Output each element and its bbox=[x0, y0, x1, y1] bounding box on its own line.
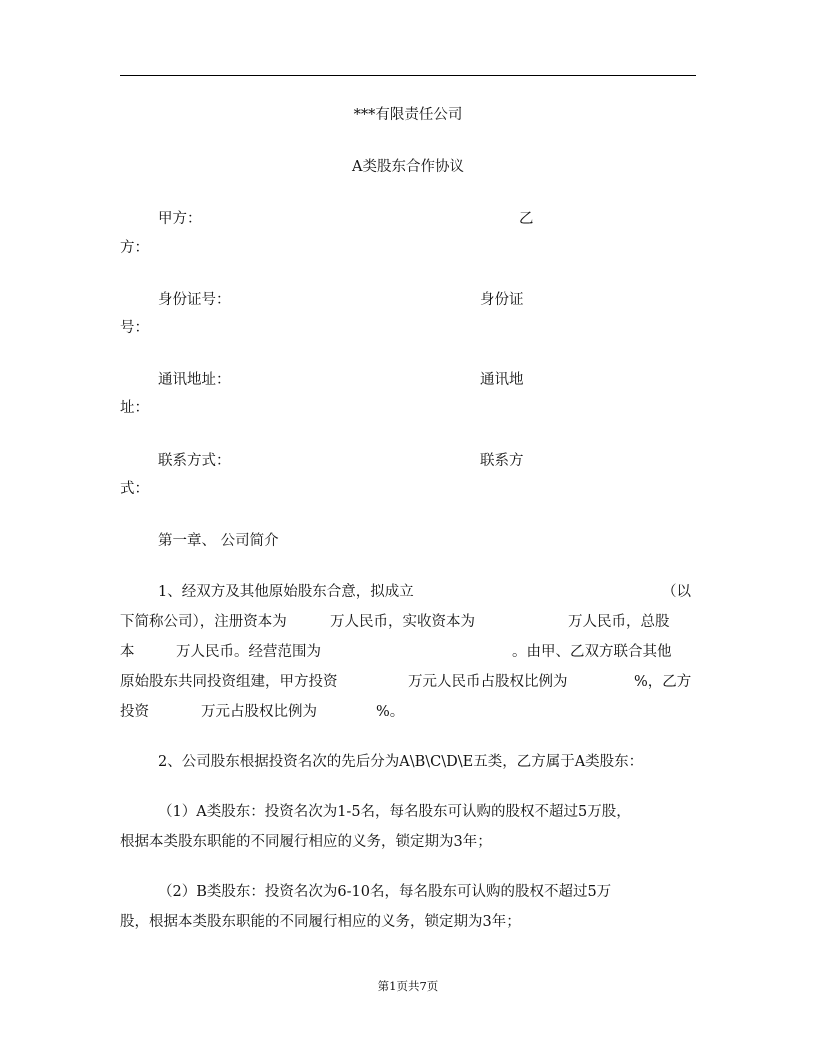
paragraph-3-line-1: （1）A类股东：投资名次为1-5名，每名股东可认购的股权不超过5万股， bbox=[158, 804, 631, 820]
paragraph-3-line-2: 根据本类股东职能的不同履行相应的义务，锁定期为3年； bbox=[120, 834, 492, 850]
paragraph-4-line-1: （2）B类股东：投资名次为6-10名，每名股东可认购的股权不超过5万 bbox=[158, 884, 612, 900]
paragraph-1-line-2-c: 万人民币，总股 bbox=[568, 614, 670, 630]
paragraph-1-line-5-a: 投资 bbox=[120, 704, 149, 720]
paragraph-1-line-5-c: %。 bbox=[376, 704, 405, 720]
paragraph-1-line-4-c: %，乙方 bbox=[634, 674, 692, 690]
party-b-label-end: 方： bbox=[120, 240, 149, 256]
header-rule bbox=[120, 75, 696, 76]
party-b-label-start: 乙 bbox=[519, 211, 534, 227]
chapter-heading: 第一章、 公司简介 bbox=[158, 533, 279, 549]
paragraph-1-line-3-c: 。由甲、乙双方联合其他 bbox=[512, 644, 672, 660]
party-a-label: 甲方： bbox=[158, 211, 202, 227]
paragraph-1-line-3-b: 万人民币。经营范围为 bbox=[176, 644, 321, 660]
party-a-address-label: 通讯地址： bbox=[158, 372, 231, 388]
paragraph-1-line-4-b: 万元人民币占股权比例为 bbox=[408, 674, 568, 690]
party-b-id-label-end: 号： bbox=[120, 320, 149, 336]
paragraph-1-line-2-b: 万人民币，实收资本为 bbox=[330, 614, 475, 630]
paragraph-1-line-1-b: （以 bbox=[662, 584, 691, 600]
party-b-id-label-start: 身份证 bbox=[480, 292, 524, 308]
party-b-contact-label-start: 联系方 bbox=[480, 453, 524, 469]
paragraph-1-line-5-b: 万元占股权比例为 bbox=[201, 704, 317, 720]
document-title: A类股东合作协议 bbox=[352, 159, 464, 175]
page-footer: 第1页共7页 bbox=[377, 979, 439, 993]
company-name: ***有限责任公司 bbox=[353, 107, 463, 123]
party-b-address-label-start: 通讯地 bbox=[480, 372, 524, 388]
party-b-contact-label-end: 式： bbox=[120, 481, 149, 497]
paragraph-4-line-2: 股，根据本类股东职能的不同履行相应的义务，锁定期为3年； bbox=[120, 914, 521, 930]
party-a-contact-label: 联系方式： bbox=[158, 453, 231, 469]
party-b-address-label-end: 址： bbox=[120, 400, 149, 416]
paragraph-2: 2、公司股东根据投资名次的先后分为A\B\C\D\E五类，乙方属于A类股东： bbox=[158, 754, 644, 770]
paragraph-1-line-3-a: 本 bbox=[120, 644, 135, 660]
paragraph-1-line-1-a: 1、经双方及其他原始股东合意，拟成立 bbox=[158, 584, 414, 600]
paragraph-1-line-4-a: 原始股东共同投资组建，甲方投资 bbox=[120, 674, 338, 690]
paragraph-1-line-2-a: 下简称公司），注册资本为 bbox=[120, 614, 287, 630]
party-a-id-label: 身份证号： bbox=[158, 292, 231, 308]
